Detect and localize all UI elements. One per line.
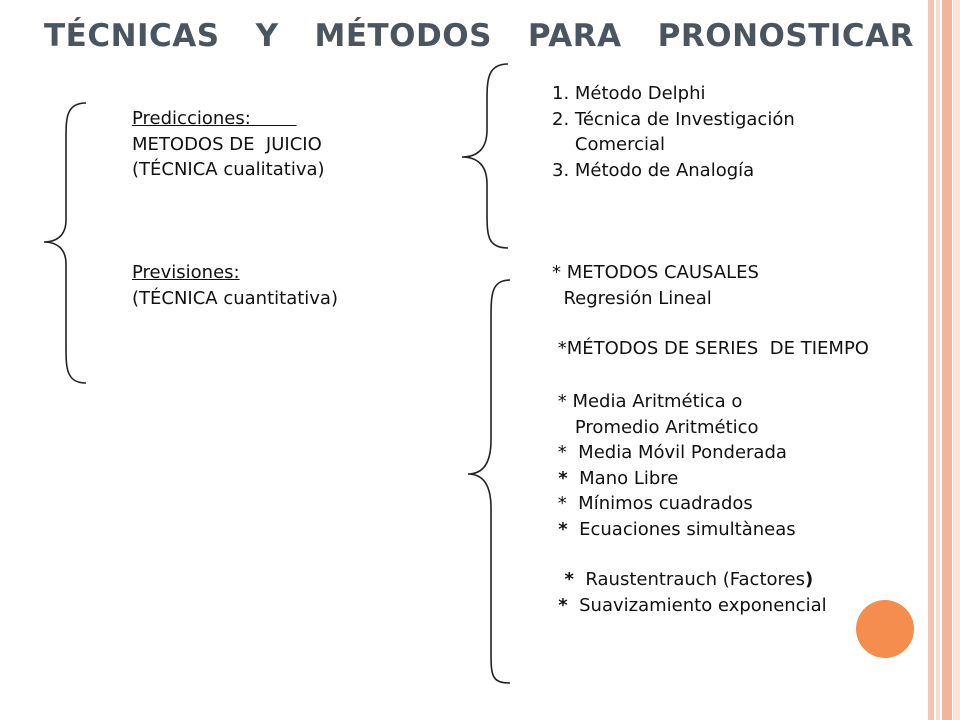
list-item: * Mano Libre xyxy=(552,467,679,489)
list-item: 3. Método de Analogía xyxy=(552,159,755,181)
main-left-brace xyxy=(44,103,86,383)
list-item: 1. Método Delphi xyxy=(552,83,706,104)
predicciones-block xyxy=(132,106,325,183)
juicio-methods-list xyxy=(552,81,795,183)
series-heading: *MÉTODOS DE SERIES DE TIEMPO xyxy=(552,338,869,359)
metodos-causales-block xyxy=(552,260,759,311)
list-item: Promedio Aritmético xyxy=(552,416,759,438)
series-methods-list xyxy=(552,389,796,542)
causales-heading: * METODOS CAUSALES xyxy=(552,262,759,283)
list-item: * Ecuaciones simultàneas xyxy=(552,518,796,540)
tecnica-cualitativa-label: (TÉCNICA cualitativa) xyxy=(132,159,325,180)
metodos-juicio-label: METODOS DE JUICIO xyxy=(132,133,322,155)
list-item: * Raustentrauch (Factores) xyxy=(552,569,814,590)
tecnica-cuantitativa-label: (TÉCNICA cuantitativa) xyxy=(132,287,338,309)
juicio-brace xyxy=(462,64,508,248)
cuantitativos-brace xyxy=(468,280,510,683)
title-word: Y xyxy=(255,18,279,54)
title-word: TÉCNICAS xyxy=(44,18,220,54)
previsiones-heading: Previsiones: xyxy=(132,262,240,283)
list-item: Comercial xyxy=(552,134,666,155)
previsiones-block xyxy=(132,260,338,311)
predicciones-heading: Predicciones: xyxy=(132,108,297,129)
list-item: * Media Aritmética o xyxy=(552,391,743,412)
list-item: 2. Técnica de Investigación xyxy=(552,108,795,130)
title-word: PRONOSTICAR xyxy=(657,18,914,54)
list-item: * Suavizamiento exponencial xyxy=(552,594,827,616)
list-item: * Media Móvil Ponderada xyxy=(552,442,787,463)
extra-methods-list xyxy=(552,567,827,618)
causales-item: Regresión Lineal xyxy=(552,287,712,309)
list-item: * Mínimos cuadrados xyxy=(552,493,753,514)
title-word: MÉTODOS xyxy=(314,18,492,54)
title-word: PARA xyxy=(527,18,622,54)
